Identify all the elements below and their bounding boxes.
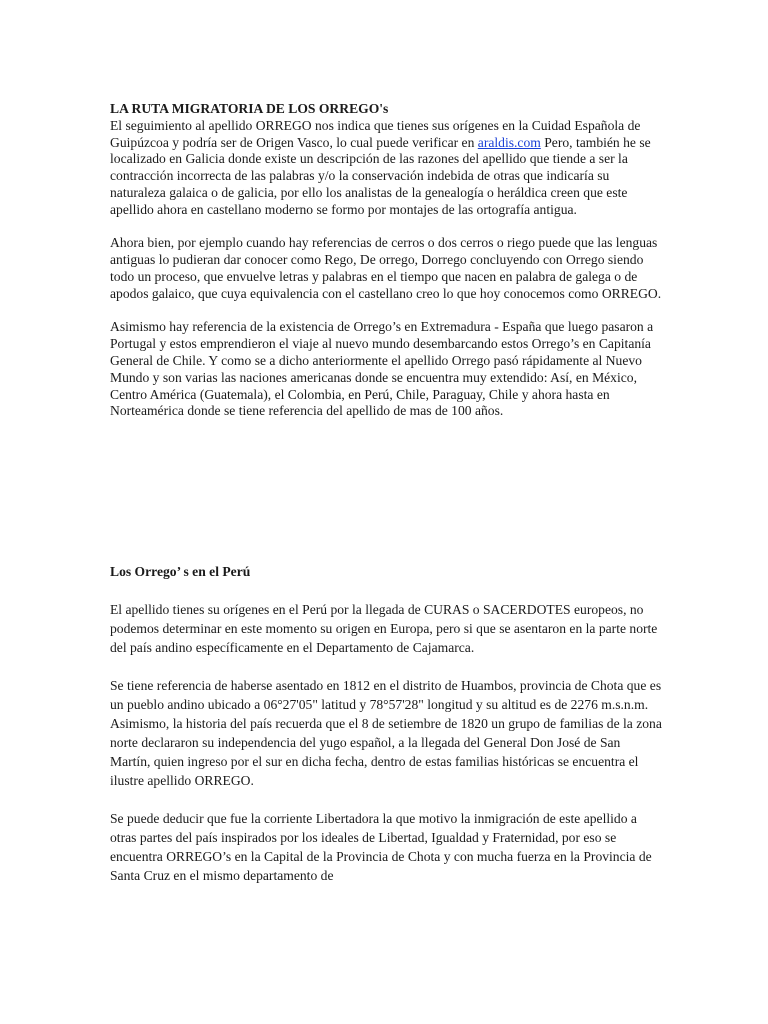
- peru-paragraph-1: El apellido tienes su orígenes en el Perú por la llegada de CURAS o SACERDOTES europeos, no podemos determinar en este momento su origen en Europa, pero si que se asentaron en la parte norte del país andino específicamente en el Departamento de Cajamarca.: [110, 602, 658, 655]
- peru-paragraph-2: Se tiene referencia de haberse asentado en 1812 en el distrito de Huambos, provincia de Chota que es un pueblo andino ubicado a 06°27'05" latitud y 78°57'28" longitud y su altitud es de 2276 m.s.n.m. Asimismo, la historia del país recuerda que el 8 de setiembre de 1820 un grupo de familias de la zona norte declararon su independencia del yugo español, a la llegada del General Don José de San Martín, quien ingreso por el sur en dicha fecha, dentro de estas familias históricas se encuentra el ilustre apellido ORREGO.: [110, 678, 662, 788]
- section-subtitle: Los Orrego’ s en el Perú: [110, 564, 251, 579]
- araldis-link[interactable]: araldis.com: [477, 134, 541, 150]
- paragraph-2: Ahora bien, por ejemplo cuando hay referencias de cerros o dos cerros o riego puede que las lenguas antiguas lo pudieran dar conocer como Rego, De orrego, Dorrego concluyendo con Orrego siendo todo un proceso, que envuelve letras y palabras en el tiempo que nacen en palabra de galega o de apodos galaico, que cuya equivalencia con el castellano creo lo que hoy conocemos como ORREGO.: [110, 235, 662, 301]
- peru-paragraph-3: Se puede deducir que fue la corriente Libertadora la que motivo la inmigración de este apellido a otras partes del país inspirados por los ideales de Libertad, Igualdad y Fraternidad, por eso se encuentra ORREGO’s en la Capital de la Provincia de Chota y con mucha fuerza en la Provincia de Santa Cruz en el mismo departamento de: [110, 811, 652, 883]
- paragraph-1-text-b: Pero, también he se localizado en Galicia donde existe un descripción de las razones del apellido que tiende a ser la contracción incorrecta de las palabras y/o la conservación indebida de otras que indicaría su naturaleza galaica o de galicia, por ello los analistas de la genealogía o heráldica creen que este apellido ahora en castellano moderno se formo por montajes de las ortografía antigua.: [110, 134, 651, 217]
- section-migratory-route: [110, 101, 662, 437]
- paragraph-3: Asimismo hay referencia de la existencia de Orrego’s en Extremadura - España que luego pasaron a Portugal y estos emprendieron el viaje al nuevo mundo desembarcando estos Orrego’s en Capitanía General de Chile. Y como se a dicho anteriormente el apellido Orrego pasó rápidamente al Nuevo Mundo y son varias las naciones americanas donde se encuentra muy extendido: Así, en México, Centro América (Guatemala), el Colombia, en Perú, Chile, Paraguay, Chile y ahora hasta en Norteamérica donde se tiene referencia del apellido de mas de 100 años.: [110, 319, 654, 419]
- section-orregos-peru: [110, 562, 662, 904]
- paragraph-1-text-a: El seguimiento al apellido ORREGO nos indica que tienes sus orígenes en la Cuidad Española de Guipúzcoa y podría ser de Origen Vasco, lo cual puede verificar en: [110, 117, 641, 150]
- section-title: LA RUTA MIGRATORIA DE LOS ORREGO's: [110, 101, 389, 116]
- paragraph-1: [110, 101, 662, 219]
